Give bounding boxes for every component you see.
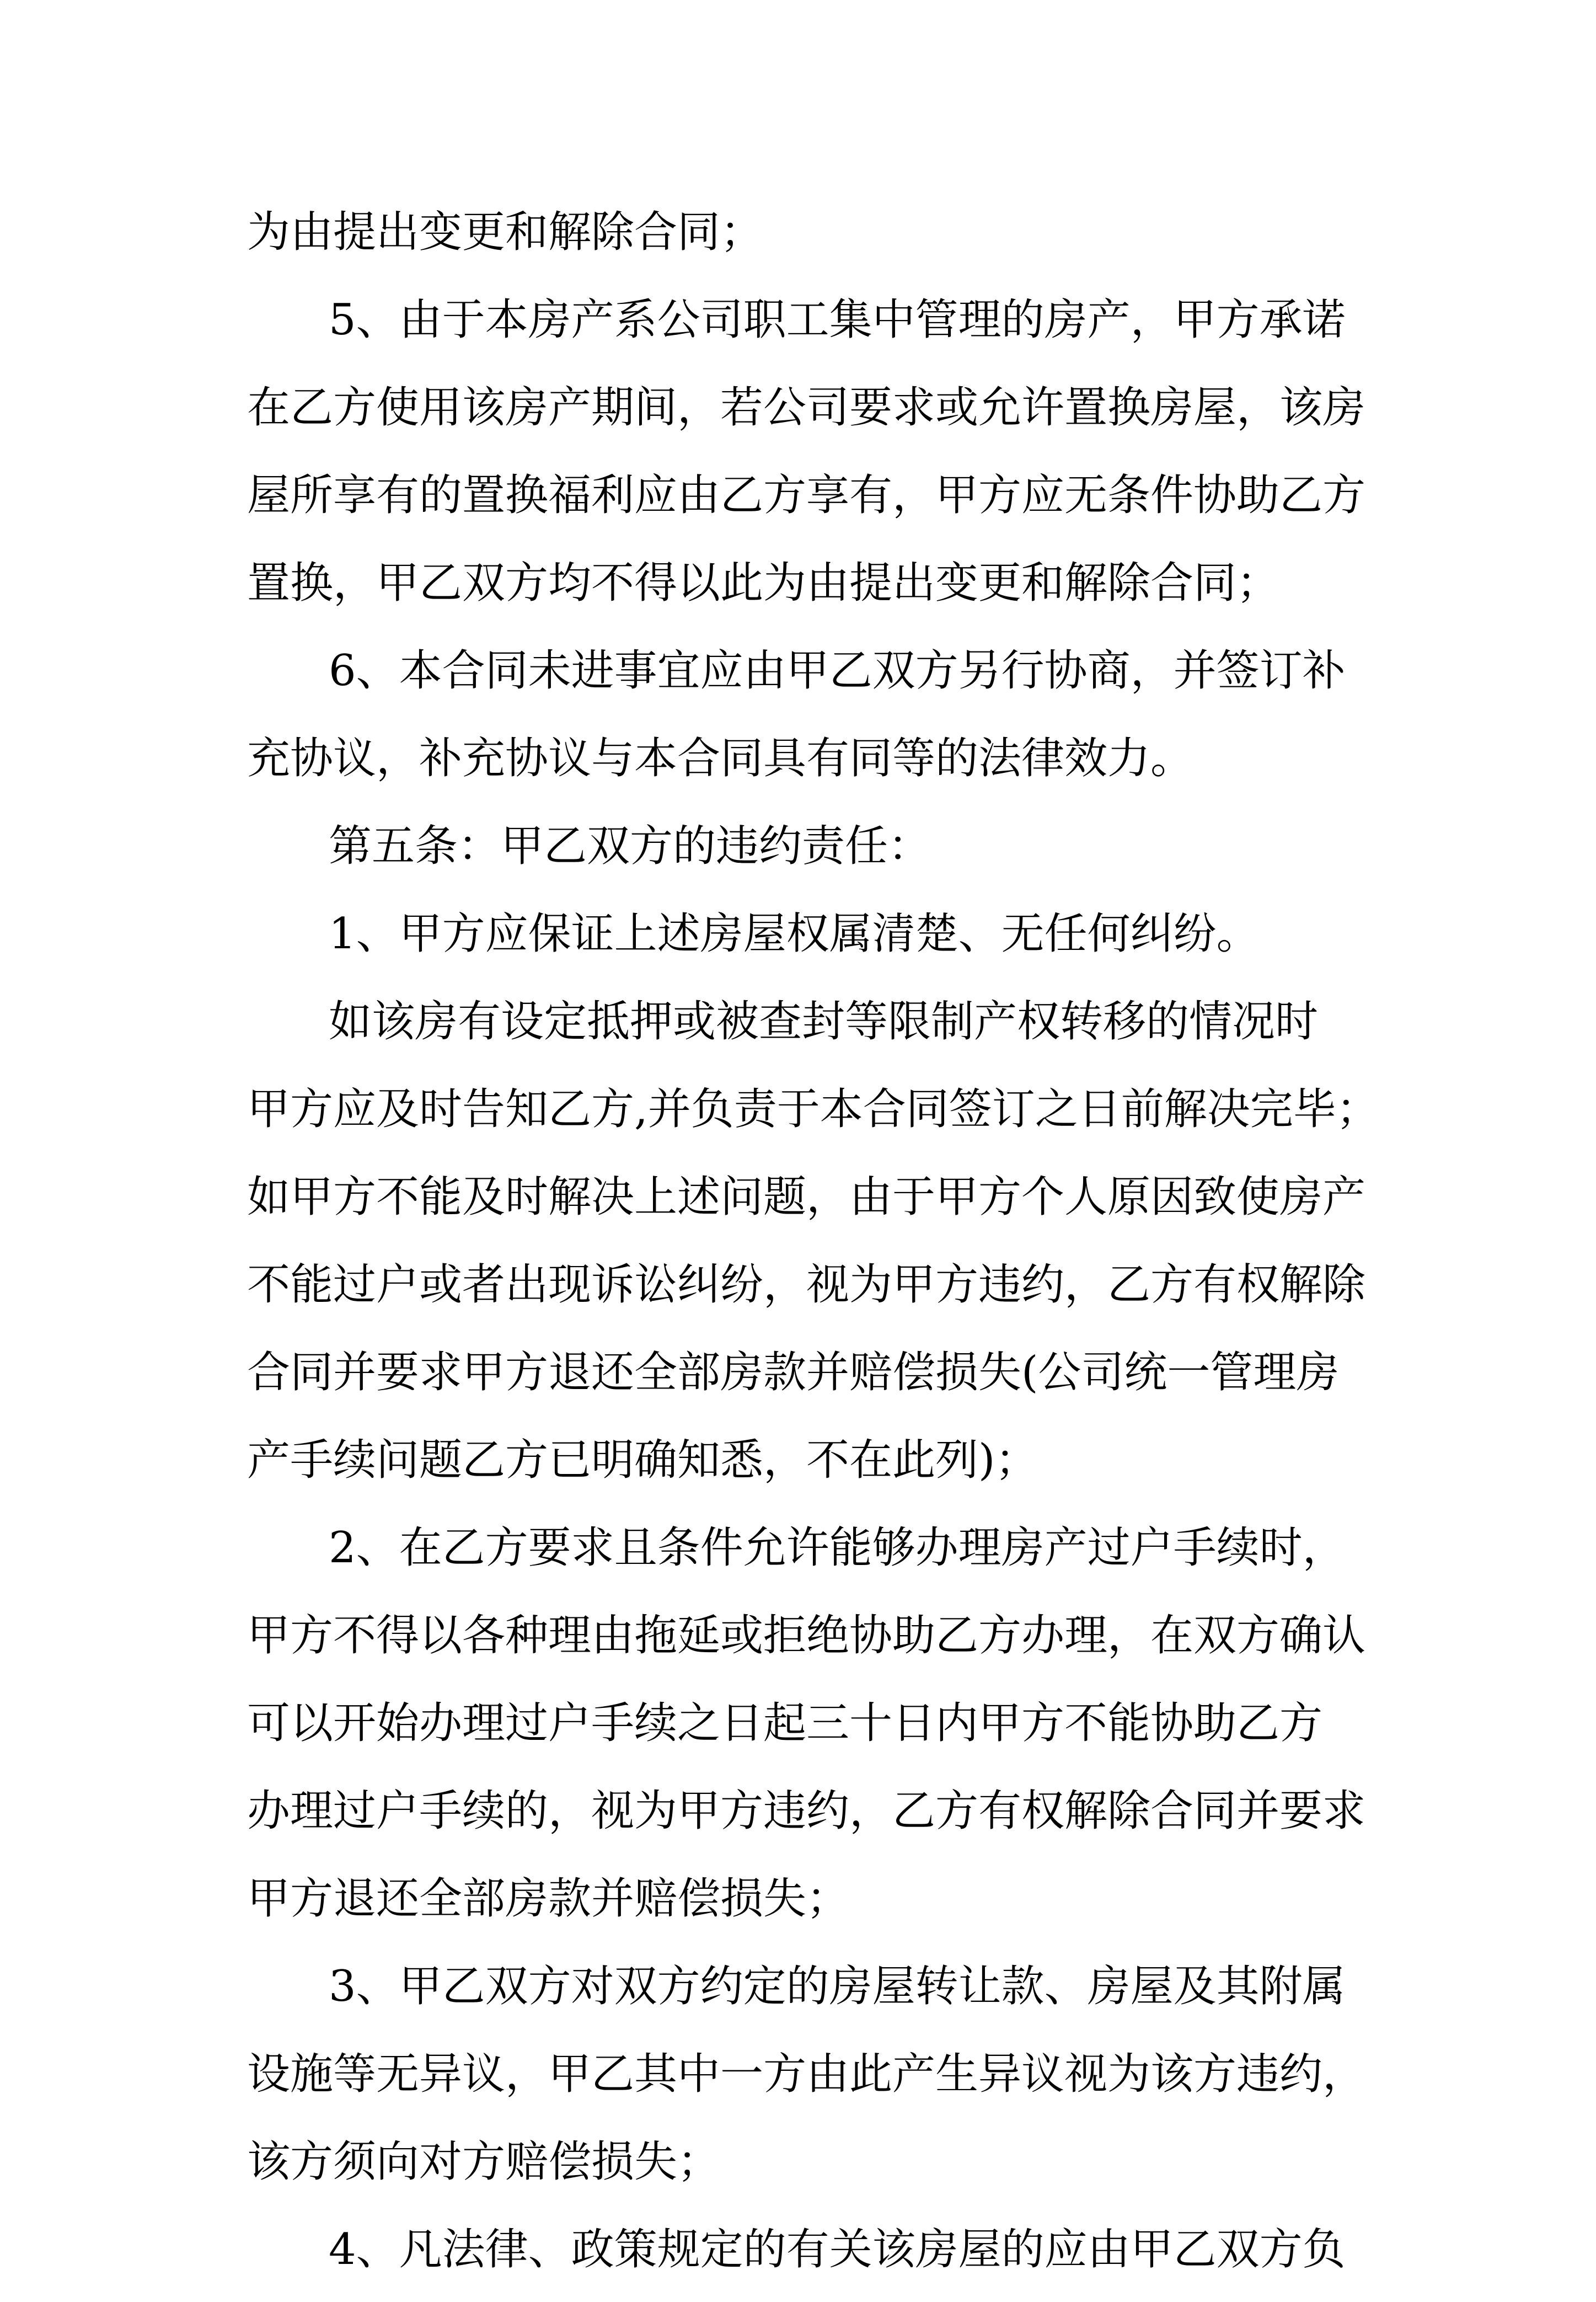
text-line: 置换，甲乙双方均不得以此为由提出变更和解除合同； xyxy=(247,558,1280,608)
section-heading: 第五条：甲乙双方的违约责任： xyxy=(329,821,931,871)
text-line: 可以开始办理过户手续之日起三十日内甲方不能协助乙方 xyxy=(247,1699,1323,1748)
text-line: 为由提出变更和解除合同； xyxy=(247,207,764,257)
text-line: 3、甲乙双方对双方约定的房屋转让款、房屋及其附属 xyxy=(329,1962,1346,2011)
text-line: 充协议，补充协议与本合同具有同等的法律效力。 xyxy=(247,734,1194,783)
text-line: 甲方不得以各种理由拖延或拒绝协助乙方办理，在双方确认 xyxy=(247,1611,1366,1660)
text-line: 如甲方不能及时解决上述问题，由于甲方个人原因致使房产 xyxy=(247,1172,1366,1222)
text-line: 设施等无异议，甲乙其中一方由此产生异议视为该方违约， xyxy=(247,2049,1366,2099)
text-line: 办理过户手续的，视为甲方违约，乙方有权解除合同并要求 xyxy=(247,1786,1366,1836)
text-line: 5、由于本房产系公司职工集中管理的房产，甲方承诺 xyxy=(329,295,1346,345)
text-line: 2、在乙方要求且条件允许能够办理房产过户手续时， xyxy=(329,1523,1346,1573)
text-line: 甲方退还全部房款并赔偿损失； xyxy=(247,1874,850,1924)
text-line: 4、凡法律、政策规定的有关该房屋的应由甲乙双方负 xyxy=(329,2225,1346,2274)
text-line: 屋所享有的置换福利应由乙方享有，甲方应无条件协助乙方 xyxy=(247,471,1366,520)
text-line: 产手续问题乙方已明确知悉，不在此列)； xyxy=(247,1435,1038,1485)
text-line: 合同并要求甲方退还全部房款并赔偿损失(公司统一管理房 xyxy=(247,1348,1340,1397)
text-line: 如该房有设定抵押或被查封等限制产权转移的情况时 xyxy=(329,997,1319,1046)
text-line: 不能过户或者出现诉讼纠纷，视为甲方违约，乙方有权解除 xyxy=(247,1260,1366,1310)
text-line: 在乙方使用该房产期间，若公司要求或允许置换房屋，该房 xyxy=(247,383,1366,432)
text-line: 甲方应及时告知乙方,并负责于本合同签订之日前解决完毕； xyxy=(247,1085,1379,1134)
text-line: 1、甲方应保证上述房屋权属清楚、无任何纠纷。 xyxy=(329,909,1260,959)
text-line: 该方须向对方赔偿损失； xyxy=(247,2137,721,2187)
text-line: 6、本合同未进事宜应由甲乙双方另行协商，并签订补 xyxy=(329,646,1346,696)
